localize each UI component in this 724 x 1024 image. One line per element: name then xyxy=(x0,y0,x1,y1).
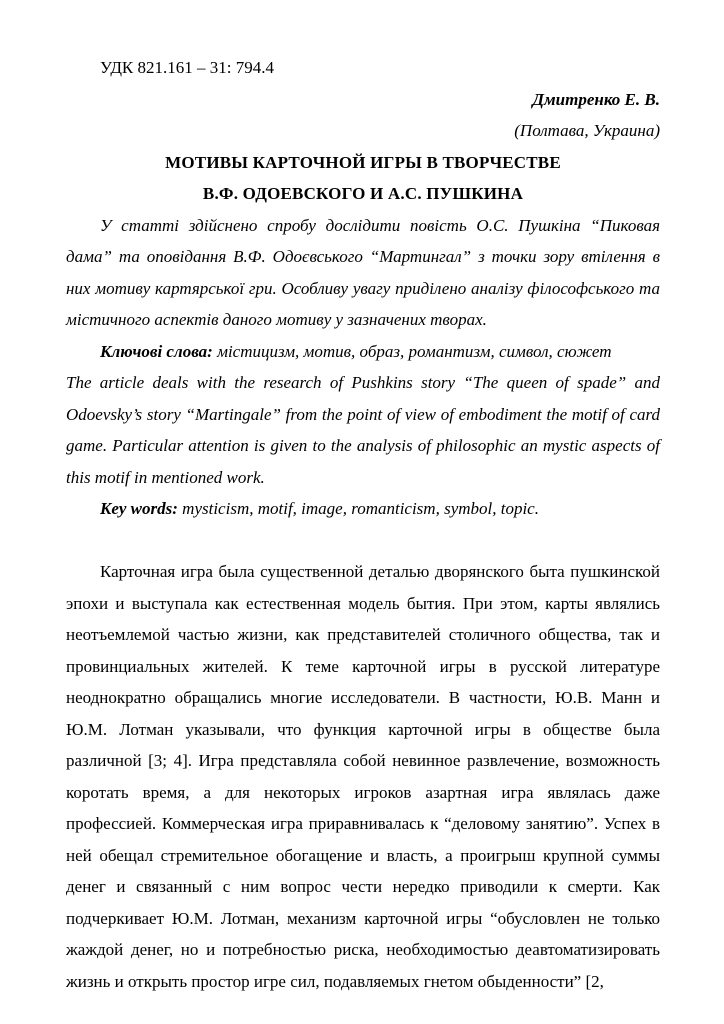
keywords-ukrainian xyxy=(66,336,660,368)
article-title-line2: В.Ф. ОДОЕВСКОГО И А.С. ПУШКИНА xyxy=(202,184,524,203)
abstract-ukrainian: У статті здійснено спробу дослідити повість О.С. Пушкіна “Пиковая дама” та оповідання В.Ф. Одоєвського “Мартингал” з точки зору втілення в них мотиву картярської гри. Особливу увагу приділено аналізу філософського та містичного аспектів даного мотиву у зазначених творах. xyxy=(66,215,660,329)
keywords-ukrainian-list: містицизм, мотив, образ, романтизм, символ, сюжет xyxy=(217,341,612,361)
keywords-english-list: mysticism, motif, image, romanticism, symbol, topic. xyxy=(182,499,539,518)
keywords-english-label: Key words: xyxy=(100,499,178,518)
body-paragraph: Карточная игра была существенной деталью дворянского быта пушкинской эпохи и выступала как естественная модель бытия. При этом, карты являлись неотъемлемой частью жизни, как представителей столичного общества, так и провинциальных жителей. К теме карточной игры в русской литературе неоднократно обращались многие исследователи. В частности, Ю.В. Манн и Ю.М. Лотман указывали, что функция карточной игры в обществе была различной [3; 4]. Игра представляла собой невинное развлечение, возможность коротать время, а для некоторых игроков азартная игра являлась даже профессией. Коммерческая игра приравнивалась к “деловому занятию”. Успех в ней обещал стремительное обогащение и власть, а проигрыш крупной суммы денег и связанный с ним вопрос чести нередко приводили к смерти. Как подчеркивает Ю.М. Лотман, механизм карточной игры “обусловлен не только жаждой денег, но и потребностью риска, необходимостью деавтоматизировать жизнь и открыть простор игре сил, подавляемых гнетом обыденности” [2, xyxy=(66,562,660,991)
keywords-ukrainian-label: Ключові слова: xyxy=(100,341,213,361)
article-title-line1: МОТИВЫ КАРТОЧНОЙ ИГРЫ В ТВОРЧЕСТВЕ xyxy=(165,152,561,172)
udc-code: УДК 821.161 – 31: 794.4 xyxy=(100,58,274,77)
abstract-english: The article deals with the research of Pushkins story “The queen of spade” and Odoevsky’s story “Martingale” from the point of view of embodiment the motif of card game. Particular attention is given to the analysis of philosophic an mystic aspects of this motif in mentioned work. xyxy=(66,373,660,487)
author-name: Дмитренко Е. В. xyxy=(532,89,660,109)
keywords-english xyxy=(66,493,660,525)
author-location: (Полтава, Украина) xyxy=(514,121,660,140)
section-spacer xyxy=(66,525,660,557)
